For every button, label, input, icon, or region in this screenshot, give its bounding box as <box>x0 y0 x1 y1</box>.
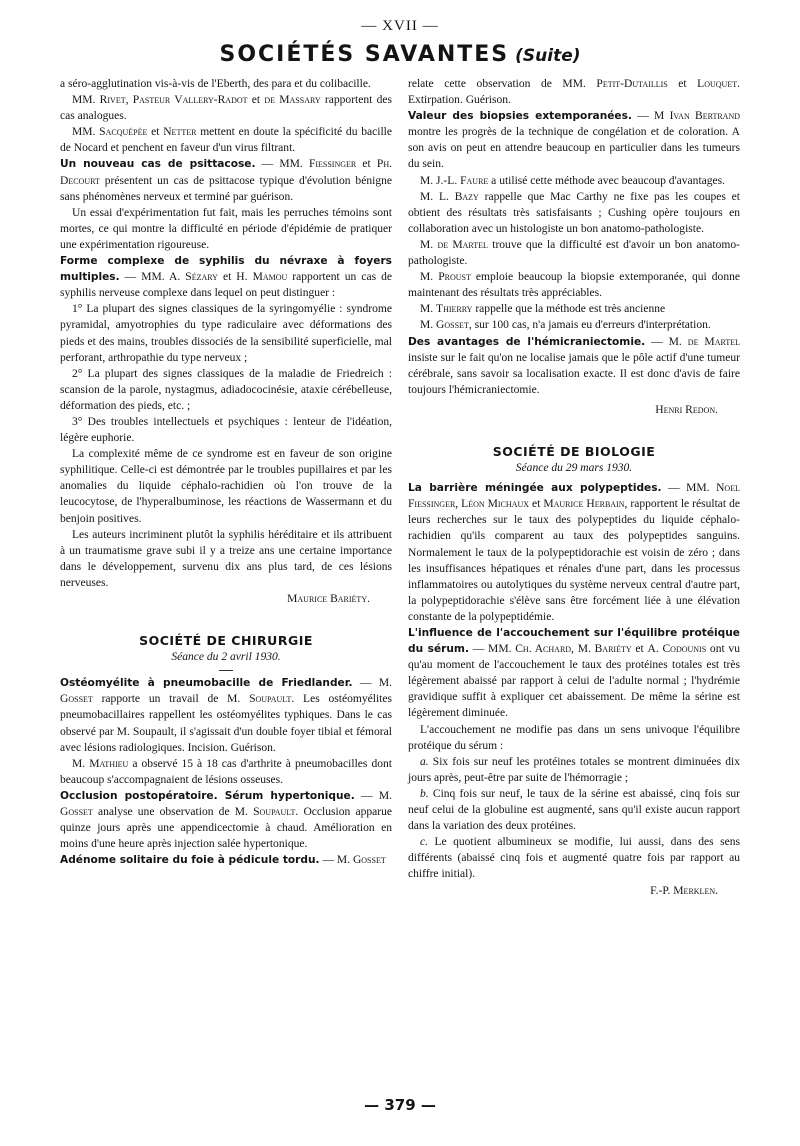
author-name: Gosset <box>352 854 386 867</box>
paragraph: M. Thierry rappelle que la méthode est très ancienne <box>420 303 666 316</box>
author-name: Gosset <box>60 806 93 819</box>
paragraph: Un essai d'expérimentation fut fait, mais les perruches témoins sont mortes, ce qui montre la difficulté en période d'épidémie de pratiquer une expérimentation rigoureuse. <box>60 206 392 251</box>
author-name: Soupault <box>249 693 292 706</box>
paragraph: L'influence de l'accouchement sur l'équilibre protéique du sérum. — MM. Ch. Achard, M. Bariéty et A. Codounis ont vu qu'au moment de l'accouchement le taux des protéines totales est très légèrement abaissé par rapport à celui de l'adulte normal ; l'hydrémie gravidique suffit à expliquer cet abaissement. De même la sérine est légèrement diminuée. <box>408 627 740 720</box>
author-name: Netter <box>163 126 197 139</box>
author-name: Gosset <box>60 693 93 706</box>
author-name: Mamou <box>252 271 288 284</box>
paragraph: M. J.-L. Faure a utilisé cette méthode avec beaucoup d'avantages. <box>420 174 726 187</box>
paper-heading: Ostéomyélite à pneumobacille de Friedlander. <box>60 677 353 690</box>
paragraph: Des avantages de l'hémicraniectomie. — M. de Martel insiste sur le fait qu'on ne localise jamais que le pôle actif d'une tumeur cérébrale, sans savoir sa localisation exacte. Il est donc d'avis de faire toujours l'hémicraniectomie. <box>408 335 740 396</box>
roman-folio: — XVII — <box>361 18 439 34</box>
paper-heading: Des avantages de l'hémicraniectomie. <box>408 335 646 348</box>
author-name: Ivan Bertrand <box>669 110 740 123</box>
paragraph: La complexité même de ce syndrome est en faveur de son origine syphilitique. Celle-ci est démontrée par le troubles pupillaires et par les anomalies du liquide céphalo-rachidien où l'on trouve de la leucocytose, de l'hyperalbuminose, les réactions de Wassermann et du benjoin positives. <box>60 448 392 525</box>
paragraph: M. Gosset, sur 100 cas, n'a jamais eu d'erreurs d'interprétation. <box>420 319 711 332</box>
signature: F.-P. Merklen. <box>650 884 718 897</box>
paragraph: M. L. Bazy rappelle que Mac Carthy ne fixe pas les coupes et obtient des résultats très satisfaisants ; Cushing opère toujours en collaboration avec un histologiste un bon anatomo-pathologiste. <box>408 190 741 235</box>
paper-heading: L'influence de l'accouchement sur l'équilibre protéique du sérum. <box>408 627 740 656</box>
paper-heading: La barrière méningée aux polypeptides. <box>408 482 662 495</box>
paper-heading: Un nouveau cas de psittacose. <box>60 158 256 171</box>
paragraph: a séro-agglutination vis-à-vis de l'Eberth, des para et du colibacille. <box>60 78 371 90</box>
session-date: Séance du 29 mars 1930. <box>515 462 633 475</box>
author-name: Maurice Herbain <box>543 498 625 511</box>
author-name: Thierry <box>436 303 473 316</box>
paragraph: 3° Des troubles intellectuels et psychiques : lenteur de l'idéation, légère euphorie. <box>60 415 392 445</box>
author-name: Proust <box>438 271 471 284</box>
author-name: Faure <box>460 174 489 187</box>
list-item: b. Cinq fois sur neuf, le taux de la sérine est abaissé, cinq fois sur neuf celui de la globuline est augmenté, sans qu'il existe aucun rapport dans la variation des deux protéines. <box>408 787 740 833</box>
paragraph: Les auteurs incriminent plutôt la syphilis héréditaire et ils attribuent à un traumatisme grave subi il y a treize ans une certaine importance dans le développement, survenu dix ans plus tard, de ces lésions nerveuses. <box>60 528 392 589</box>
author-name: Petit-Dutaillis <box>596 78 668 90</box>
author-name: Noel Fiessinger, Léon Michaux <box>408 482 740 511</box>
paper-heading: Forme complexe de syphilis du névraxe à foyers multiples. <box>60 255 392 284</box>
author-name: Louquet <box>697 78 738 90</box>
author-name: Rivet, Pasteur Vallery-Radot <box>99 94 248 107</box>
paragraph: Forme complexe de syphilis du névraxe à foyers multiples. — MM. A. Sézary et H. Mamou rapportent un cas de syphilis nerveuse complexe dans lequel on peut distinguer : <box>60 255 392 300</box>
page-number: — 379 — <box>364 1096 436 1114</box>
paragraph: Adénome solitaire du foie à pédicule tordu. — M. Gosset <box>60 854 386 867</box>
signature: Henri Redon. <box>655 403 718 416</box>
paragraph: MM. Sacquépée et Netter mettent en doute la spécificité du bacille de Nocard et penchent en faveur d'un virus filtrant. <box>60 126 392 155</box>
author-name: A. Codounis <box>647 643 707 656</box>
paragraph: 2° La plupart des signes classiques de la maladie de Friedreich : scansion de la parole, nystagmus, adiadococinésie, ataxie cérébelleuse, déformation des pieds, etc. ; <box>60 367 392 412</box>
paragraph: MM. Rivet, Pasteur Vallery-Radot et de Massary rapportent des cas analogues. <box>60 94 392 123</box>
paragraph: L'accouchement ne modifie pas dans un sens univoque l'équilibre protéique du sérum : <box>408 723 740 752</box>
signature: Maurice Bariéty. <box>287 593 370 605</box>
paragraph: Ostéomyélite à pneumobacille de Friedlander. — M. Gosset rapporte un travail de M. Soupault. Les ostéomyélites pneumobacillaires rappellent les ostéomyélites typhiques. Dans le cas observé par M. Soupault, il s'agissait d'un double foyer tibial et fémoral avec lésions radiologiques. Incision. Guérison. <box>60 677 392 754</box>
author-name: Ph. Decourt <box>60 158 392 187</box>
paper-heading: Adénome solitaire du foie à pédicule tordu. <box>60 854 320 867</box>
author-name: Ch. Achard, M. Bariéty <box>515 643 632 656</box>
section-title: SOCIÉTÉ DE BIOLOGIE <box>492 443 656 459</box>
banner-title: SOCIÉTÉS SAVANTES <box>219 42 510 67</box>
paragraph: Occlusion postopératoire. Sérum hypertonique. — M. Gosset analyse une observation de M. Soupault. Occlusion apparue quinze jours après une appendicectomie à chaud. Amélioration en moins d'une heure après injection salée hypertonique. <box>60 789 392 851</box>
list-item: a. Six fois sur neuf les protéines totales se montrent diminuées dix jours après, peut-être par suite de l'hémorragie ; <box>408 755 740 784</box>
left-column <box>60 76 392 868</box>
paragraph: M. Proust emploie beaucoup la biopsie extemporanée, qui donne maintenant des résultats très appréciables. <box>408 271 740 300</box>
paper-heading: Occlusion postopératoire. Sérum hypertonique. <box>60 789 355 802</box>
paragraph: La barrière méningée aux polypeptides. — MM. Noel Fiessinger, Léon Michaux et Maurice Herbain, rapportent le résultat de leurs recherches sur le taux des polypeptides du liquide céphalo-rachidien qu'ils comparent au taux des polypeptides sanguins. Normalement le taux de la polypeptidorachie est voisin de zéro ; dans les insuffisances hépatiques et rénales d'une part, dans les processus inflammatoires ou autolytiques du système nerveux central d'autre part, la polypeptidorachie s'élève sans être forcément liée à une élévation constante de la polypeptidémie. <box>408 482 741 623</box>
list-item: c. Le quotient albumineux se modifie, lui aussi, dans des sens différents (abaissé cinq fois et augmenté quatre fois par rapport au chiffre initial). <box>408 836 740 881</box>
paragraph: M. de Martel trouve que la difficulté est d'avoir un bon anatomo-pathologiste. <box>408 238 740 268</box>
author-name: Sacquépée <box>99 126 148 139</box>
author-name: Fiessinger <box>308 158 357 171</box>
paragraph: Valeur des biopsies extemporanées. — M Ivan Bertrand montre les progrès de la technique de congélation et de coloration. A son avis on peut en attendre beaucoup en particulier dans les tumeurs du sein. <box>408 110 740 171</box>
author-name: Sézary <box>185 271 218 284</box>
paragraph: 1° La plupart des signes classiques de la syringomyélie : syndrome pyramidal, amyotrophies du type radiculaire avec déformations des pieds et des mains, troubles dissociés de la sensibilité superficielle, mal perforant, arthropathie du type nerveux ; <box>60 303 392 364</box>
author-name: Bazy <box>454 190 479 203</box>
paragraph: relate cette observation de MM. Petit-Dutaillis et Louquet. Extirpation. Guérison. <box>408 78 740 107</box>
author-name: de Martel <box>437 238 488 251</box>
author-name: de Martel <box>687 335 740 348</box>
paragraph: Un nouveau cas de psittacose. — MM. Fiessinger et Ph. Decourt présentent un cas de psittacose typique d'évolution bénigne sans phénomènes nerveux et terminé par guérison. <box>60 158 392 203</box>
paper-heading: Valeur des biopsies extemporanées. <box>408 110 632 123</box>
author-name: de Massary <box>264 94 321 107</box>
author-name: Mathieu <box>89 757 129 770</box>
author-name: Soupault <box>253 806 296 819</box>
section-banner <box>0 42 800 67</box>
right-column <box>408 76 740 899</box>
banner-suffix: (Suite) <box>515 46 581 66</box>
section-title: SOCIÉTÉ DE CHIRURGIE <box>139 633 313 649</box>
paragraph: M. Mathieu a observé 15 à 18 cas d'arthrite à pneumobacilles dont beaucoup s'accompagnaient de lésions osseuses. <box>60 757 392 786</box>
author-name: Gosset <box>436 319 469 332</box>
session-date: Séance du 2 avril 1930. <box>60 649 392 671</box>
